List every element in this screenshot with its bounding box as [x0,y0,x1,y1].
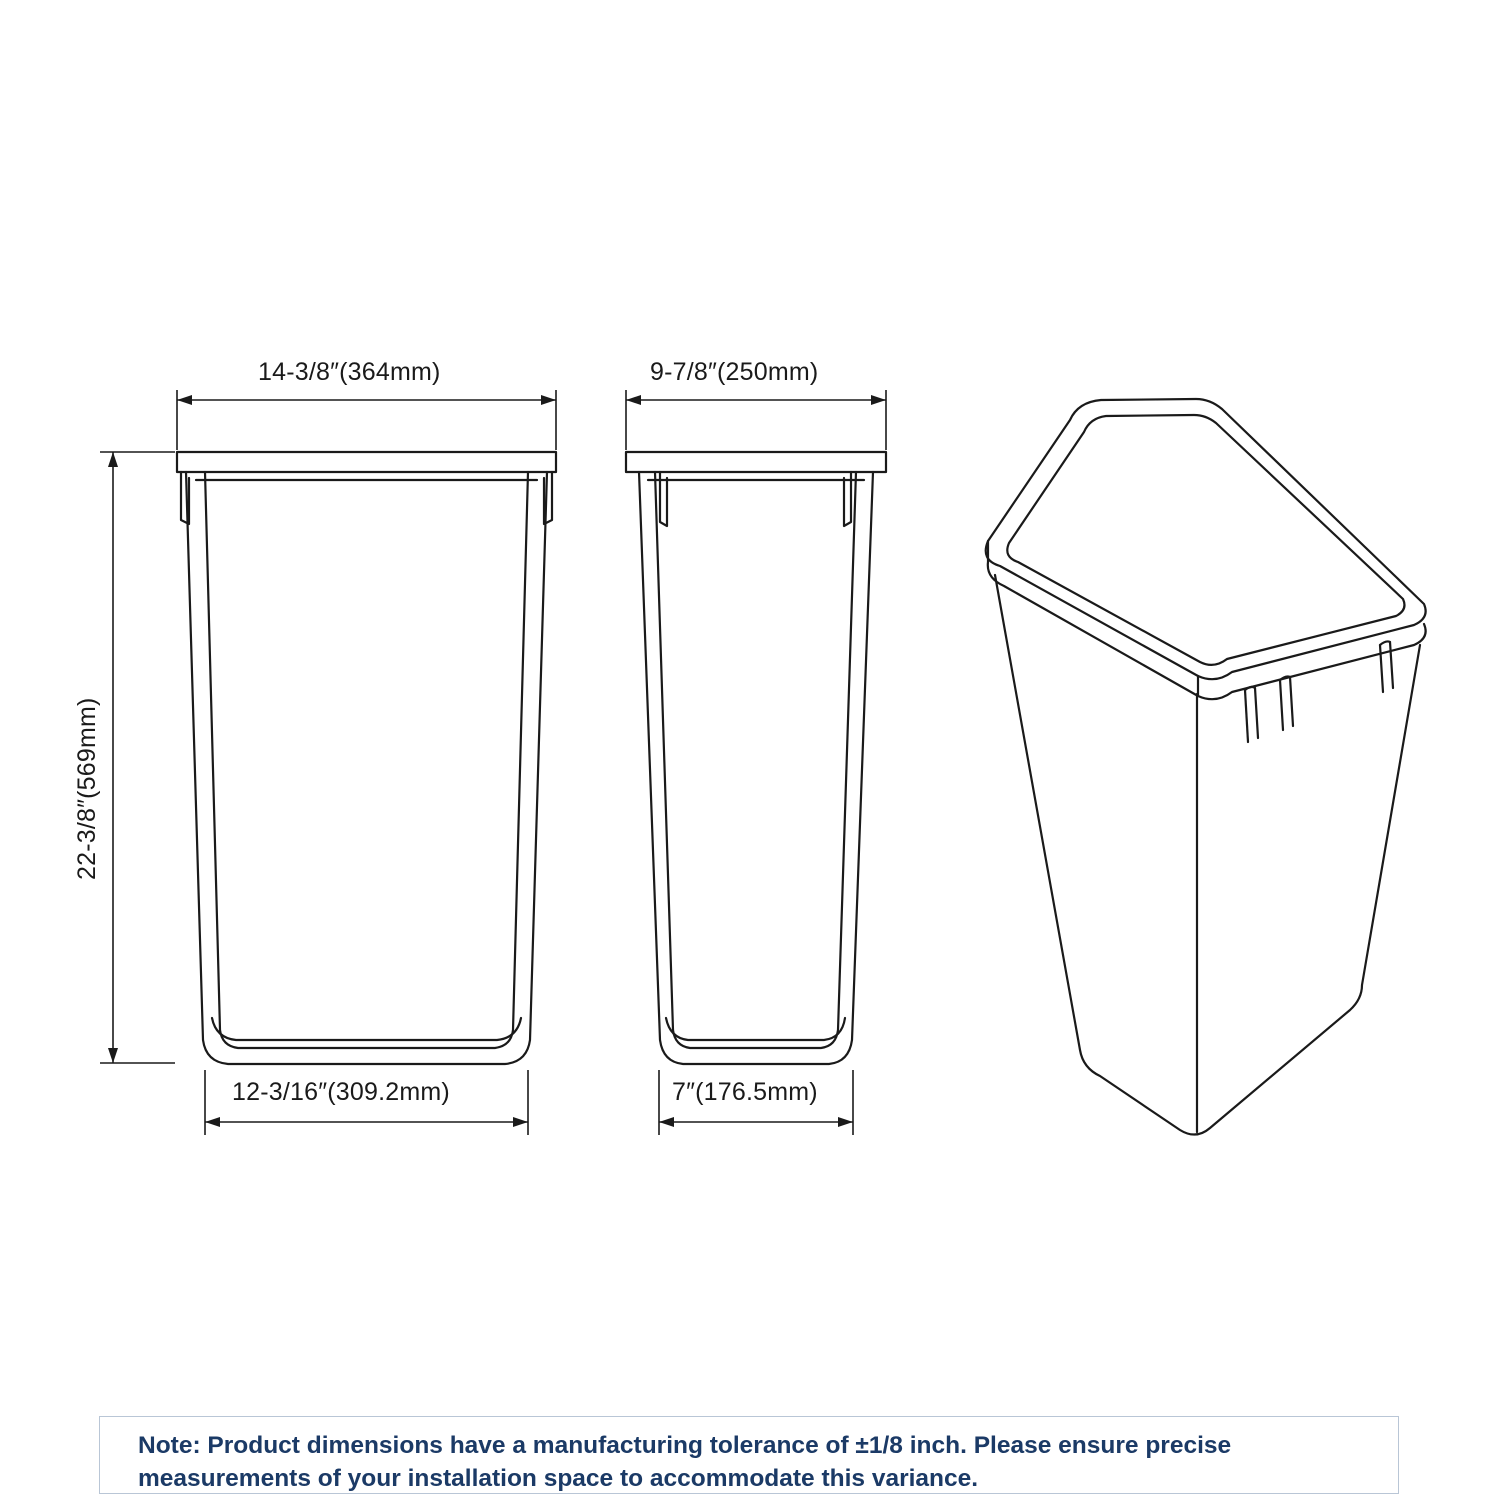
dimension-label-side-bottom-width: 7″(176.5mm) [672,1078,818,1106]
dimension-label-front-top-width: 14-3/8″(364mm) [258,358,441,386]
dimension-label-front-bottom-width: 12-3/16″(309.2mm) [232,1078,450,1106]
note-text: Note: Product dimensions have a manufacturing tolerance of ±1/8 inch. Please ensure precise measurements of your installation space to accommodate this variance. [138,1432,1232,1492]
dimension-label-side-top-width: 9-7/8″(250mm) [650,358,819,386]
dimension-label-height: 22-3/8″(569mm) [73,697,101,880]
